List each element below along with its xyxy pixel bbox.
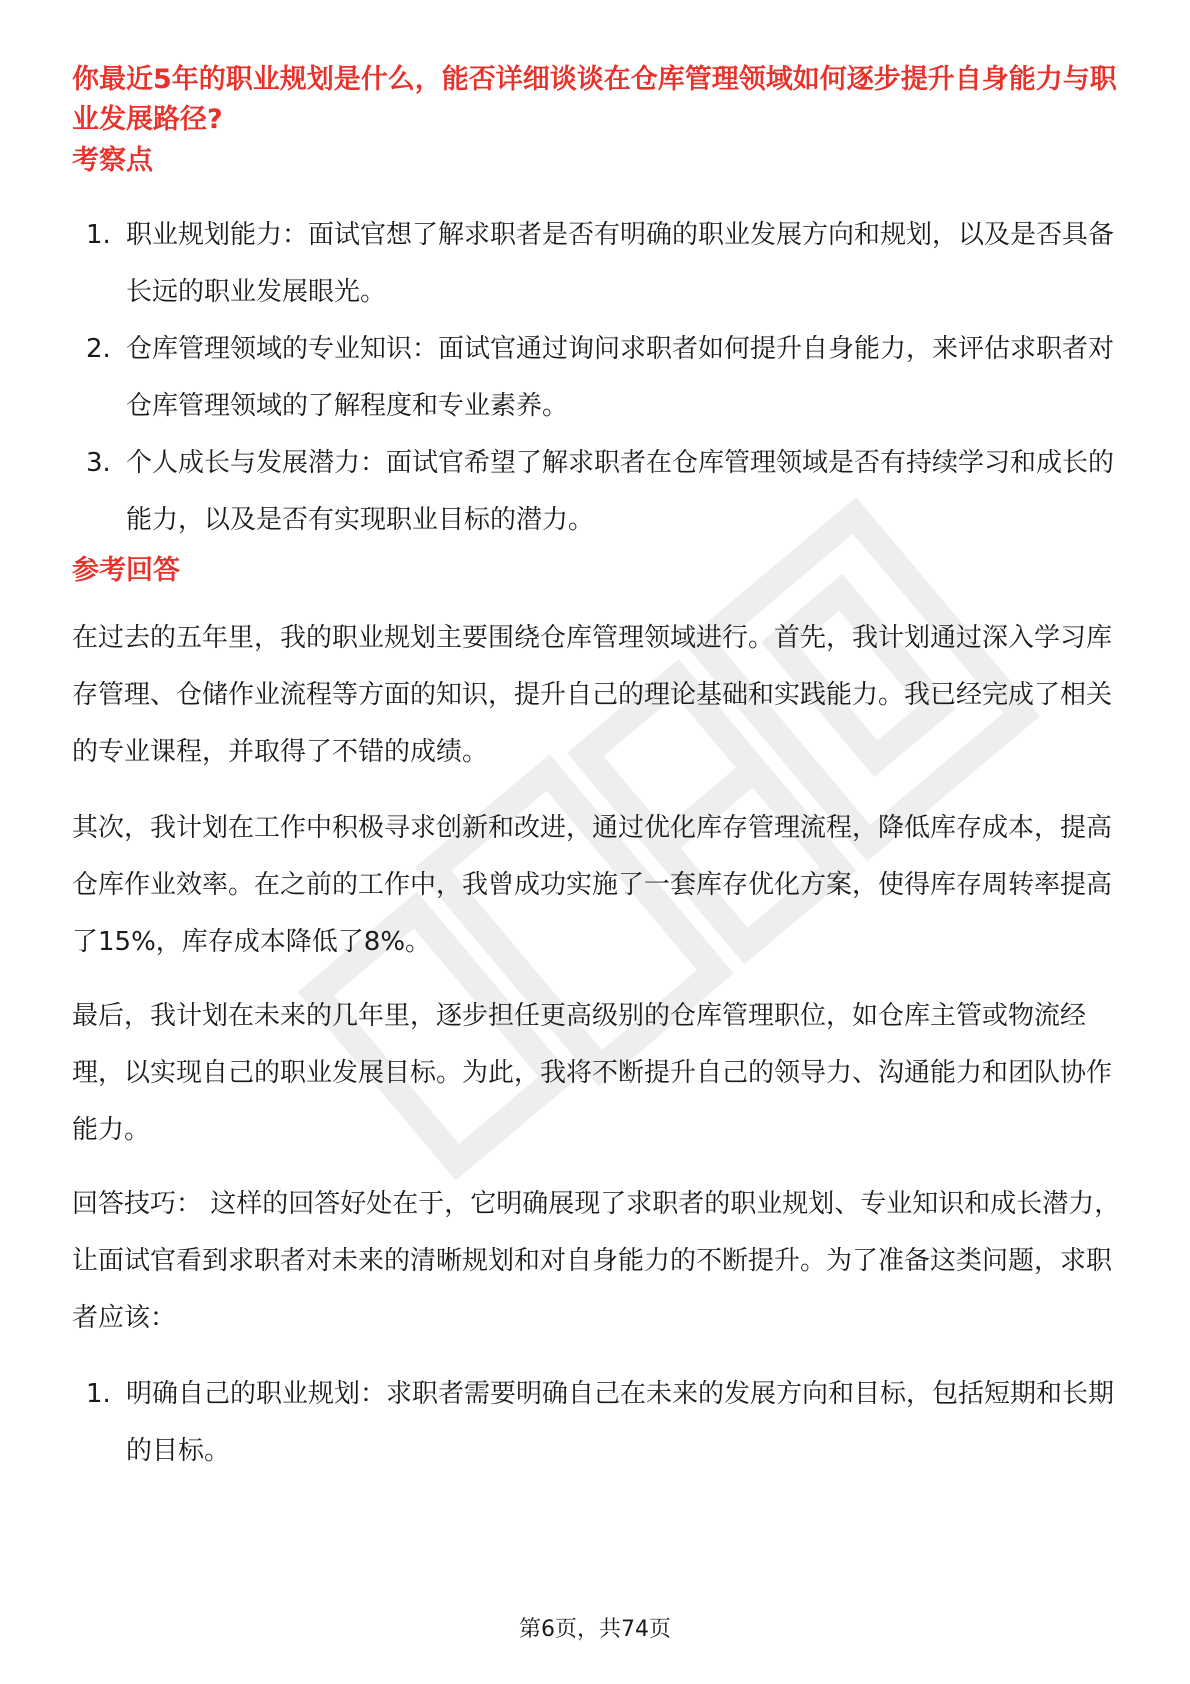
list-item bbox=[72, 321, 1122, 435]
list-number: 1. bbox=[86, 1379, 111, 1409]
section-heading-answer: 参考回答 bbox=[72, 555, 180, 586]
answer-paragraph: 最后，我计划在未来的几年里，逐步担任更高级别的仓库管理职位，如仓库主管或物流经理，以实现自己的职业发展目标。为此，我将不断提升自己的领导力、沟通能力和团队协作能力。 bbox=[72, 1001, 1113, 1145]
answer-tips-paragraph: 回答技巧： 这样的回答好处在于，它明确展现了求职者的职业规划、专业知识和成长潜力，让面试官看到求职者对未来的清晰规划和对自身能力的不断提升。为了准备这类问题，求职者应该： bbox=[72, 1189, 1121, 1333]
list-number: 2. bbox=[86, 334, 111, 364]
focus-list bbox=[72, 207, 1122, 549]
page-footer: 第6页，共74页 bbox=[519, 1617, 671, 1642]
question-title: 你最近5年的职业规划是什么，能否详细谈谈在仓库管理领域如何逐步提升自身能力与职业发展路径? bbox=[72, 64, 1117, 135]
list-number: 1. bbox=[86, 220, 111, 250]
answer-paragraph: 其次，我计划在工作中积极寻求创新和改进，通过优化库存管理流程，降低库存成本，提高仓库作业效率。在之前的工作中，我曾成功实施了一套库存优化方案，使得库存周转率提高了15%，库存成本降低了8%。 bbox=[72, 813, 1113, 957]
answer-paragraph: 在过去的五年里，我的职业规划主要围绕仓库管理领域进行。首先，我计划通过深入学习库存管理、仓储作业流程等方面的知识，提升自己的理论基础和实践能力。我已经完成了相关的专业课程，并取得了不错的成绩。 bbox=[72, 623, 1113, 767]
list-item-text: 明确自己的职业规划：求职者需要明确自己在未来的发展方向和目标，包括短期和长期的目标。 bbox=[126, 1379, 1115, 1466]
list-item-text: 职业规划能力：面试官想了解求职者是否有明确的职业发展方向和规划，以及是否具备长远的职业发展眼光。 bbox=[126, 220, 1115, 307]
list-number: 3. bbox=[86, 448, 111, 478]
tips-list bbox=[72, 1366, 1122, 1480]
list-item bbox=[72, 1366, 1122, 1480]
list-item-text: 个人成长与发展潜力：面试官希望了解求职者在仓库管理领域是否有持续学习和成长的能力，以及是否有实现职业目标的潜力。 bbox=[126, 448, 1115, 535]
section-heading-focus: 考察点 bbox=[72, 145, 153, 176]
list-item bbox=[72, 435, 1122, 549]
list-item-text: 仓库管理领域的专业知识：面试官通过询问求职者如何提升自身能力，来评估求职者对仓库管理领域的了解程度和专业素养。 bbox=[126, 334, 1115, 421]
list-item bbox=[72, 207, 1122, 321]
